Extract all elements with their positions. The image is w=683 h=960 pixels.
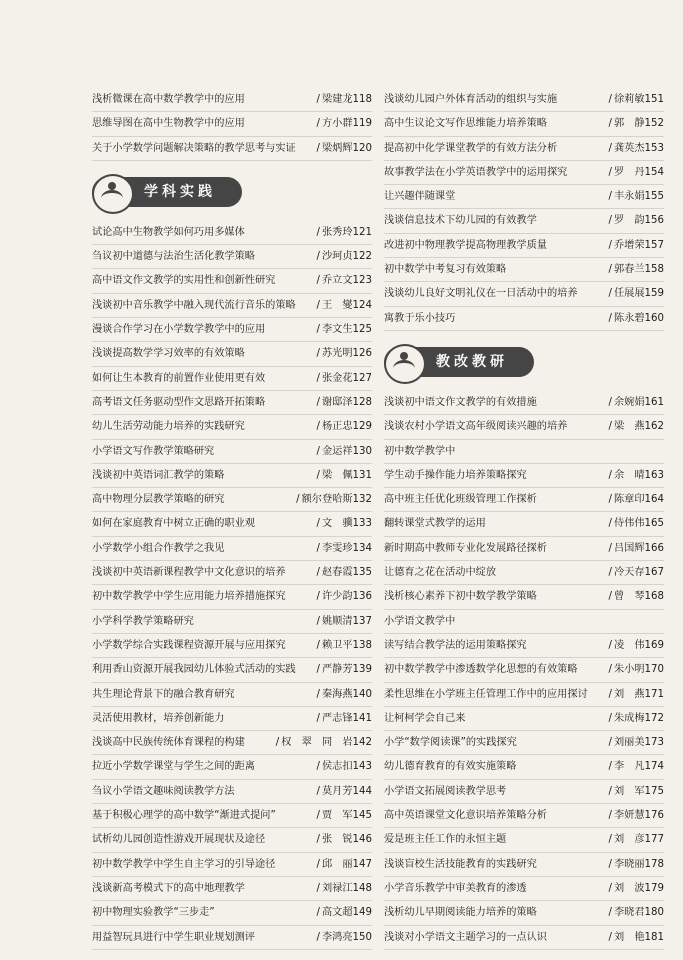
entry-title: 浅谈对小学语文主题学习的一点认识 bbox=[384, 931, 547, 943]
entry-title: 浅谈新高考模式下的高中地理教学 bbox=[92, 882, 245, 894]
entry-author-page: / 姚顺清137 bbox=[317, 610, 372, 633]
entry-author-page: / 刘 波179 bbox=[609, 877, 664, 900]
toc-entry bbox=[384, 731, 664, 755]
entry-title: 高中英语课堂文化意识培养策略分析 bbox=[384, 810, 547, 822]
entry-title: 试论高中生物教学如何巧用多媒体 bbox=[92, 226, 245, 238]
entry-title: 小学数学小组合作教学之我见 bbox=[92, 542, 225, 554]
toc-entry bbox=[384, 585, 664, 609]
entry-author-page: / 朱成梅172 bbox=[609, 707, 664, 730]
book-sun-icon bbox=[384, 344, 426, 384]
toc-entry bbox=[384, 488, 664, 512]
entry-author-page: / 乔增荣157 bbox=[609, 234, 664, 257]
entry-author-page: / 罗 丹154 bbox=[609, 161, 664, 184]
entry-title: 浅谈初中英语词汇教学的策略 bbox=[92, 469, 225, 481]
toc-entry bbox=[384, 683, 664, 707]
entry-title: 高中生议论文写作思维能力培养策略 bbox=[384, 118, 547, 130]
toc-entry bbox=[384, 512, 664, 536]
entry-author-page: / 王 燮124 bbox=[317, 294, 372, 317]
entry-title: 小学“数学阅读课”的实践探究 bbox=[384, 737, 517, 749]
entry-title: 浅析核心素养下初中数学教学策略 bbox=[384, 591, 537, 603]
entry-author-page: / 张 锐146 bbox=[317, 828, 372, 851]
toc-entry bbox=[384, 307, 664, 331]
entry-title: 基于积极心理学的高中数学“渐进式提问” bbox=[92, 810, 276, 822]
entry-title: 关于小学数学问题解决策略的教学思考与实证 bbox=[92, 142, 296, 154]
entry-title: 初中数学教学中 bbox=[384, 445, 456, 457]
entry-author-page: / 高文超149 bbox=[317, 901, 372, 924]
entry-author-page: / 贾 军145 bbox=[317, 804, 372, 827]
toc-entry bbox=[92, 88, 372, 112]
entry-author-page: / 李鸿亮150 bbox=[317, 926, 372, 949]
entry-title: 浅谈幼儿良好文明礼仪在一日活动中的培养 bbox=[384, 288, 578, 300]
entry-title: 学生动手操作能力培养策略探究 bbox=[384, 469, 527, 481]
right-main-list bbox=[384, 391, 664, 950]
toc-entry bbox=[384, 112, 664, 136]
toc-entry bbox=[92, 780, 372, 804]
toc-entry bbox=[92, 440, 372, 464]
toc-entry bbox=[92, 804, 372, 828]
entry-author-page: / 李晓君180 bbox=[609, 901, 664, 924]
entry-author-page: / 刘 燕171 bbox=[609, 683, 664, 706]
entry-title: 浅谈幼儿园户外体育活动的组织与实施 bbox=[384, 94, 558, 105]
entry-author-page: / 刘 艳181 bbox=[609, 926, 664, 949]
entry-title: 初中数学中考复习有效策略 bbox=[384, 264, 507, 276]
entry-author-page: / 权 翠 同 岩142 bbox=[276, 731, 372, 754]
entry-title: 如何让生本教育的前置作业使用更有效 bbox=[92, 372, 266, 384]
entry-title: 浅谈高中民族传统体育课程的构建 bbox=[92, 737, 245, 749]
entry-author-page: / 严静芳139 bbox=[317, 658, 372, 681]
entry-title: 寓教于乐小技巧 bbox=[384, 312, 456, 324]
toc-entry bbox=[384, 755, 664, 779]
toc-entry bbox=[92, 828, 372, 852]
entry-author-page: / 乔立文123 bbox=[317, 269, 372, 292]
section-title: 学科实践 bbox=[144, 183, 216, 200]
toc-entry bbox=[384, 282, 664, 306]
toc-entry bbox=[92, 853, 372, 877]
entry-title: 初中数学教学中学生应用能力培养措施探究 bbox=[92, 591, 286, 603]
toc-entry bbox=[384, 258, 664, 282]
toc-entry bbox=[384, 137, 664, 161]
entry-title: 柔性思维在小学班主任管理工作中的应用探讨 bbox=[384, 688, 588, 700]
entry-title: 高中物理分层教学策略的研究 bbox=[92, 494, 225, 506]
toc-entry bbox=[92, 512, 372, 536]
entry-author-page: / 曾 琴168 bbox=[609, 585, 664, 608]
entry-title: 浅谈农村小学语文高年级阅读兴趣的培养 bbox=[384, 421, 568, 433]
entry-title: 提高初中化学课堂教学的有效方法分析 bbox=[384, 142, 558, 154]
entry-author-page: / 陈永碧160 bbox=[609, 307, 664, 330]
toc-entry bbox=[384, 234, 664, 258]
entry-author-page: / 任展展159 bbox=[609, 282, 664, 305]
toc-entry bbox=[384, 901, 664, 925]
entry-title: 高中语文作文教学的实用性和创新性研究 bbox=[92, 275, 276, 287]
entry-author-page: / 杨正忠129 bbox=[317, 415, 372, 438]
toc-entry bbox=[384, 926, 664, 950]
entry-title: 初中物理实验教学“三步走” bbox=[92, 907, 215, 919]
toc-entry bbox=[384, 610, 664, 634]
entry-author-page: / 刘禄江148 bbox=[317, 877, 372, 900]
entry-title: 爱是班主任工作的永恒主题 bbox=[384, 834, 507, 846]
toc-entry bbox=[92, 269, 372, 293]
entry-title: 小学音乐教学中审美教育的渗透 bbox=[384, 882, 527, 894]
entry-title: 改进初中物理教学提高物理教学质量 bbox=[384, 239, 547, 251]
toc-entry bbox=[92, 731, 372, 755]
entry-author-page: / 徐莉敏151 bbox=[609, 88, 664, 111]
entry-author-page: / 秦海燕140 bbox=[317, 683, 372, 706]
entry-author-page: / 丰永娟155 bbox=[609, 185, 664, 208]
toc-entry bbox=[92, 755, 372, 779]
entry-title: 故事教学法在小学英语教学中的运用探究 bbox=[384, 166, 568, 178]
entry-title: 初中数学教学中渗透数学化思想的有效策略 bbox=[384, 664, 578, 676]
entry-author-page: / 许少韵136 bbox=[317, 585, 372, 608]
toc-entry bbox=[384, 185, 664, 209]
entry-title: 试析幼儿园创造性游戏开展现状及途径 bbox=[92, 834, 266, 846]
entry-title: 让柯柯学会自己来 bbox=[384, 712, 466, 724]
entry-title: 小学语文写作教学策略研究 bbox=[92, 445, 215, 457]
entry-title: 翻转课堂式教学的运用 bbox=[384, 518, 486, 530]
entry-author-page: / 莫月芳144 bbox=[317, 780, 372, 803]
entry-title: 幼儿德育教育的有效实施策略 bbox=[384, 761, 517, 773]
entry-title: 小学语文教学中 bbox=[384, 615, 456, 627]
toc-entry bbox=[384, 707, 664, 731]
entry-title: 读写结合教学法的运用策略探究 bbox=[384, 639, 527, 651]
toc-entry bbox=[384, 853, 664, 877]
entry-title: 利用香山资源开展我园幼儿体验式活动的实践 bbox=[92, 664, 296, 676]
entry-title: 幼儿生活劳动能力培养的实践研究 bbox=[92, 421, 245, 433]
entry-author-page: / 苏光明126 bbox=[317, 342, 372, 365]
section-header-jgjy bbox=[384, 341, 664, 385]
entry-author-page: / 方小群119 bbox=[317, 112, 372, 135]
right-column bbox=[384, 88, 664, 950]
toc-entry bbox=[384, 391, 664, 415]
toc-entry bbox=[92, 367, 372, 391]
entry-title: 用益智玩具进行中学生职业规划测评 bbox=[92, 931, 255, 943]
toc-entry bbox=[92, 901, 372, 925]
toc-entry bbox=[384, 464, 664, 488]
toc-entry bbox=[92, 634, 372, 658]
entry-title: 拉近小学数学课堂与学生之间的距离 bbox=[92, 761, 255, 773]
toc-entry bbox=[92, 585, 372, 609]
entry-author-page: / 李文生125 bbox=[317, 318, 372, 341]
toc-entry bbox=[92, 137, 372, 161]
entry-author-page: / 朱小明170 bbox=[609, 658, 664, 681]
toc-entry bbox=[92, 683, 372, 707]
toc-entry bbox=[92, 415, 372, 439]
entry-author-page: / 刘 军175 bbox=[609, 780, 664, 803]
entry-title: 灵活使用教材，培养创新能力 bbox=[92, 712, 225, 724]
toc-entry bbox=[92, 926, 372, 950]
toc-entry bbox=[384, 88, 664, 112]
entry-title: 浅谈初中音乐教学中融入现代流行音乐的策略 bbox=[92, 299, 296, 311]
entry-title: 浅谈初中语文作文教学的有效措施 bbox=[384, 396, 537, 408]
left-column bbox=[92, 88, 372, 950]
toc-entry bbox=[92, 318, 372, 342]
entry-title: 浅析微课在高中数学教学中的应用 bbox=[92, 94, 245, 105]
toc-entry bbox=[92, 537, 372, 561]
entry-author-page: / 李 凡174 bbox=[609, 755, 664, 778]
book-sun-icon bbox=[92, 174, 134, 214]
entry-author-page: / 梁 佩131 bbox=[317, 464, 372, 487]
entry-title: 小学数学综合实践课程资源开展与应用探究 bbox=[92, 639, 286, 651]
toc-entry bbox=[384, 415, 664, 439]
entry-author-page: / 梁建龙118 bbox=[317, 88, 372, 111]
entry-author-page: / 沙珂贞122 bbox=[317, 245, 372, 268]
entry-author-page: / 赖卫平138 bbox=[317, 634, 372, 657]
entry-author-page: / 吕国辉166 bbox=[609, 537, 664, 560]
entry-author-page bbox=[662, 610, 664, 633]
toc-entry bbox=[384, 561, 664, 585]
toc-entry bbox=[384, 804, 664, 828]
entry-title: 刍议小学语文趣味阅读教学方法 bbox=[92, 785, 235, 797]
entry-author-page: / 侍伟伟165 bbox=[609, 512, 664, 535]
entry-author-page: / 余 晴163 bbox=[609, 464, 664, 487]
entry-title: 浅谈提高数学学习效率的有效策略 bbox=[92, 348, 245, 360]
entry-title: 高中班主任优化班级管理工作探析 bbox=[384, 494, 537, 506]
left-main-list bbox=[92, 221, 372, 950]
entry-author-page: / 李雯珍134 bbox=[317, 537, 372, 560]
toc-entry bbox=[92, 658, 372, 682]
entry-title: 浅谈盲校生活技能教育的实践研究 bbox=[384, 858, 537, 870]
toc-entry bbox=[384, 440, 664, 464]
entry-author-page: / 梁炳辉120 bbox=[317, 137, 372, 160]
entry-title: 浅谈初中英语新课程教学中文化意识的培养 bbox=[92, 567, 286, 579]
toc-entry bbox=[92, 342, 372, 366]
entry-title: 浅谈信息技术下幼儿园的有效教学 bbox=[384, 215, 537, 227]
toc-entry bbox=[384, 828, 664, 852]
entry-author-page: / 郭 静152 bbox=[609, 112, 664, 135]
entry-title: 如何在家庭教育中树立正确的职业观 bbox=[92, 518, 255, 530]
entry-author-page: / 刘 彦177 bbox=[609, 828, 664, 851]
entry-title: 刍议初中道德与法治生活化教学策略 bbox=[92, 251, 255, 263]
entry-title: 新时期高中教师专业化发展路径探析 bbox=[384, 542, 547, 554]
entry-title: 小学语文拓展阅读教学思考 bbox=[384, 785, 507, 797]
entry-author-page: / 张秀玲121 bbox=[317, 221, 372, 244]
entry-title: 漫谈合作学习在小学数学教学中的应用 bbox=[92, 324, 266, 336]
entry-author-page: / 邱 丽147 bbox=[317, 853, 372, 876]
toc-entry bbox=[384, 209, 664, 233]
toc-entry bbox=[384, 658, 664, 682]
entry-author-page: / 梁 燕162 bbox=[609, 415, 664, 438]
entry-title: 初中数学教学中学生自主学习的引导途径 bbox=[92, 858, 276, 870]
entry-author-page: / 冷天存167 bbox=[609, 561, 664, 584]
entry-title: 共生理论背景下的融合教育研究 bbox=[92, 688, 235, 700]
toc-entry bbox=[384, 161, 664, 185]
entry-author-page: / 张金花127 bbox=[317, 367, 372, 390]
entry-author-page bbox=[662, 440, 664, 463]
entry-author-page: / 谢邸泽128 bbox=[317, 391, 372, 414]
toc-entry bbox=[92, 610, 372, 634]
section-title: 教改教研 bbox=[436, 353, 508, 370]
entry-title: 小学科学教学策略研究 bbox=[92, 615, 194, 627]
entry-author-page: / 李妍慧176 bbox=[609, 804, 664, 827]
entry-author-page: / 罗 韵156 bbox=[609, 209, 664, 232]
entry-author-page: / 文 骥133 bbox=[317, 512, 372, 535]
entry-author-page: / 陈章印164 bbox=[609, 488, 664, 511]
toc-entry bbox=[92, 294, 372, 318]
toc-entry bbox=[92, 877, 372, 901]
entry-title: 让德育之花在活动中绽放 bbox=[384, 567, 497, 579]
right-top-list bbox=[384, 88, 664, 331]
toc-entry bbox=[92, 464, 372, 488]
entry-author-page: / 额尔登哈斯132 bbox=[296, 488, 372, 511]
entry-author-page: / 刘丽美173 bbox=[609, 731, 664, 754]
left-top-list bbox=[92, 88, 372, 161]
entry-author-page: / 郭春兰158 bbox=[609, 258, 664, 281]
toc-entry bbox=[92, 112, 372, 136]
entry-author-page: / 李晓丽178 bbox=[609, 853, 664, 876]
toc-entry bbox=[92, 707, 372, 731]
toc-entry bbox=[384, 780, 664, 804]
section-header-xkss bbox=[92, 171, 372, 215]
entry-author-page: / 侯志扣143 bbox=[317, 755, 372, 778]
entry-author-page: / 龚英杰153 bbox=[609, 137, 664, 160]
toc-entry bbox=[384, 537, 664, 561]
entry-author-page: / 赵春霞135 bbox=[317, 561, 372, 584]
toc-entry bbox=[92, 221, 372, 245]
entry-title: 高考语文任务驱动型作文思路开拓策略 bbox=[92, 396, 266, 408]
toc-entry bbox=[92, 391, 372, 415]
toc-entry bbox=[384, 634, 664, 658]
entry-title: 让兴趣伴随课堂 bbox=[384, 191, 456, 203]
toc-entry bbox=[384, 877, 664, 901]
entry-author-page: / 严志锋141 bbox=[317, 707, 372, 730]
entry-author-page: / 余婉娟161 bbox=[609, 391, 664, 414]
entry-author-page: / 凌 伟169 bbox=[609, 634, 664, 657]
entry-title: 浅析幼儿早期阅读能力培养的策略 bbox=[384, 907, 537, 919]
entry-title: 思维导图在高中生物教学中的应用 bbox=[92, 118, 245, 130]
entry-author-page: / 金运祥130 bbox=[317, 440, 372, 463]
toc-entry bbox=[92, 561, 372, 585]
toc-entry bbox=[92, 245, 372, 269]
toc-entry bbox=[92, 488, 372, 512]
